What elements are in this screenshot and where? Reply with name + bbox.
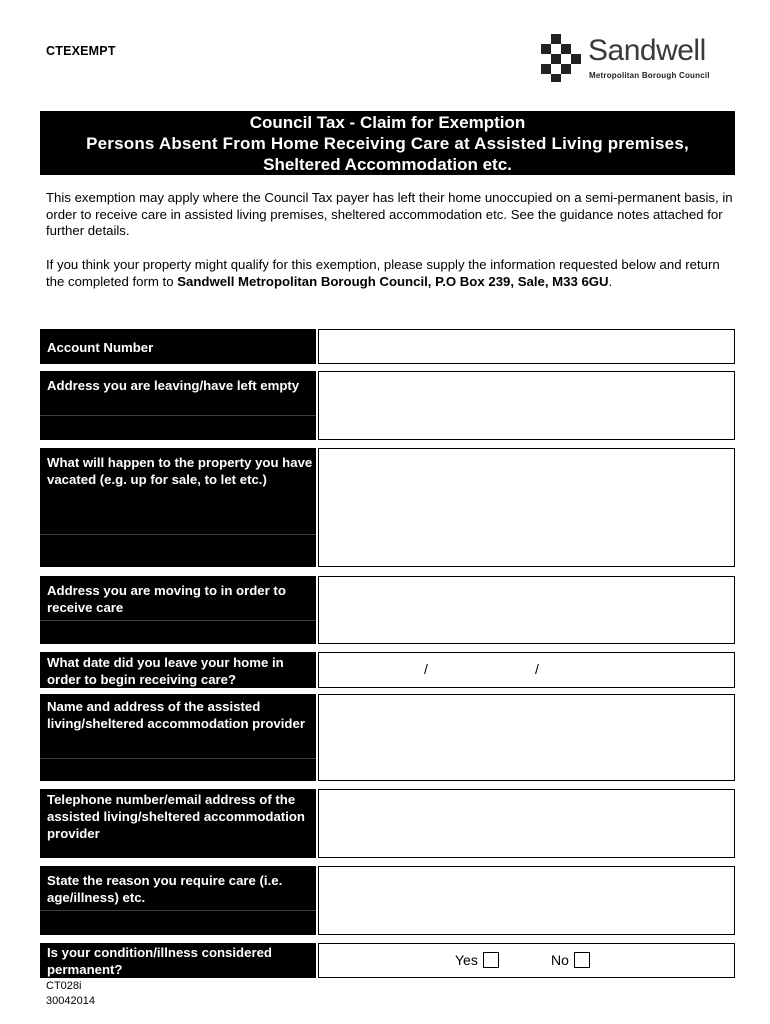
- yes-checkbox[interactable]: [483, 952, 499, 968]
- provider-contact-row: [40, 789, 735, 858]
- form-code: CTEXEMPT: [46, 44, 116, 58]
- provider-contact-text: Telephone number/email address of the assisted living/sheltered accommodation provider: [47, 792, 305, 841]
- provider-name-row: [40, 694, 735, 781]
- reason-row: [40, 866, 735, 935]
- no-option: [551, 952, 590, 968]
- provider-contact-label: [40, 789, 318, 858]
- provider-name-field[interactable]: [318, 694, 735, 781]
- address-moving-label: [40, 576, 318, 644]
- permanent-field: [318, 943, 735, 978]
- provider-name-label: [40, 694, 318, 781]
- date-separator-1: /: [424, 661, 428, 677]
- address-moving-text: Address you are moving to in order to receive care: [47, 583, 286, 615]
- date-separator-2: /: [535, 661, 539, 677]
- provider-name-text: Name and address of the assisted living/sheltered accommodation provider: [47, 699, 305, 731]
- date-left-field[interactable]: [318, 652, 735, 688]
- reason-field[interactable]: [318, 866, 735, 935]
- account-number-field[interactable]: [318, 329, 735, 364]
- divider: [40, 758, 316, 759]
- no-label: No: [551, 952, 569, 968]
- return-address: Sandwell Metropolitan Borough Council, P.O Box 239, Sale, M33 6GU: [177, 273, 609, 289]
- form-reference: CT028i: [46, 980, 82, 992]
- sandwell-logo: [541, 34, 736, 86]
- reason-text: State the reason you require care (i.e. age/illness) etc.: [47, 873, 283, 905]
- account-number-label: Account Number: [40, 329, 318, 364]
- no-checkbox[interactable]: [574, 952, 590, 968]
- yes-option: [455, 952, 499, 968]
- property-vacated-label: [40, 448, 318, 567]
- yes-label: Yes: [455, 952, 478, 968]
- divider: [40, 620, 316, 621]
- address-moving-field[interactable]: [318, 576, 735, 644]
- address-leaving-row: [40, 371, 735, 440]
- title-line-1: Council Tax - Claim for Exemption: [249, 113, 526, 132]
- intro-paragraph-1: This exemption may apply where the Council Tax payer has left their home unoccupied on a semi-permanent basis, in order to receive care in assisted living premises, sheltered accommodation etc. See the guidance notes attached for further details.: [46, 190, 733, 238]
- intro-end: .: [608, 273, 613, 289]
- intro-paragraph-2: [46, 257, 736, 290]
- intro-text: If you think your property might qualify for this exemption, please supply the information requested below and return the completed form to: [46, 257, 720, 289]
- address-leaving-label: [40, 371, 318, 440]
- divider: [40, 910, 316, 911]
- permanent-label: Is your condition/illness considered permanent?: [40, 943, 318, 978]
- permanent-row: [40, 943, 735, 978]
- address-leaving-text: Address you are leaving/have left empty: [47, 378, 300, 393]
- account-number-row: [40, 329, 735, 364]
- address-moving-row: [40, 576, 735, 644]
- property-vacated-row: [40, 448, 735, 567]
- address-leaving-field[interactable]: [318, 371, 735, 440]
- form-date-code: 30042014: [46, 995, 95, 1007]
- date-left-label: What date did you leave your home in order to begin receiving care?: [40, 652, 318, 688]
- logo-subtitle: Metropolitan Borough Council: [589, 71, 710, 80]
- divider: [40, 534, 316, 535]
- property-vacated-text: What will happen to the property you have vacated (e.g. up for sale, to let etc.): [47, 455, 313, 487]
- form-title: [40, 111, 735, 175]
- logo-brand: Sandwell: [588, 34, 706, 67]
- date-left-row: [40, 652, 735, 688]
- property-vacated-field[interactable]: [318, 448, 735, 567]
- title-line-3: Sheltered Accommodation etc.: [263, 155, 512, 174]
- reason-label: [40, 866, 318, 935]
- title-line-2: Persons Absent From Home Receiving Care at Assisted Living premises,: [86, 134, 689, 153]
- logo-squares-icon: [541, 34, 581, 82]
- divider: [40, 415, 316, 416]
- provider-contact-field[interactable]: [318, 789, 735, 858]
